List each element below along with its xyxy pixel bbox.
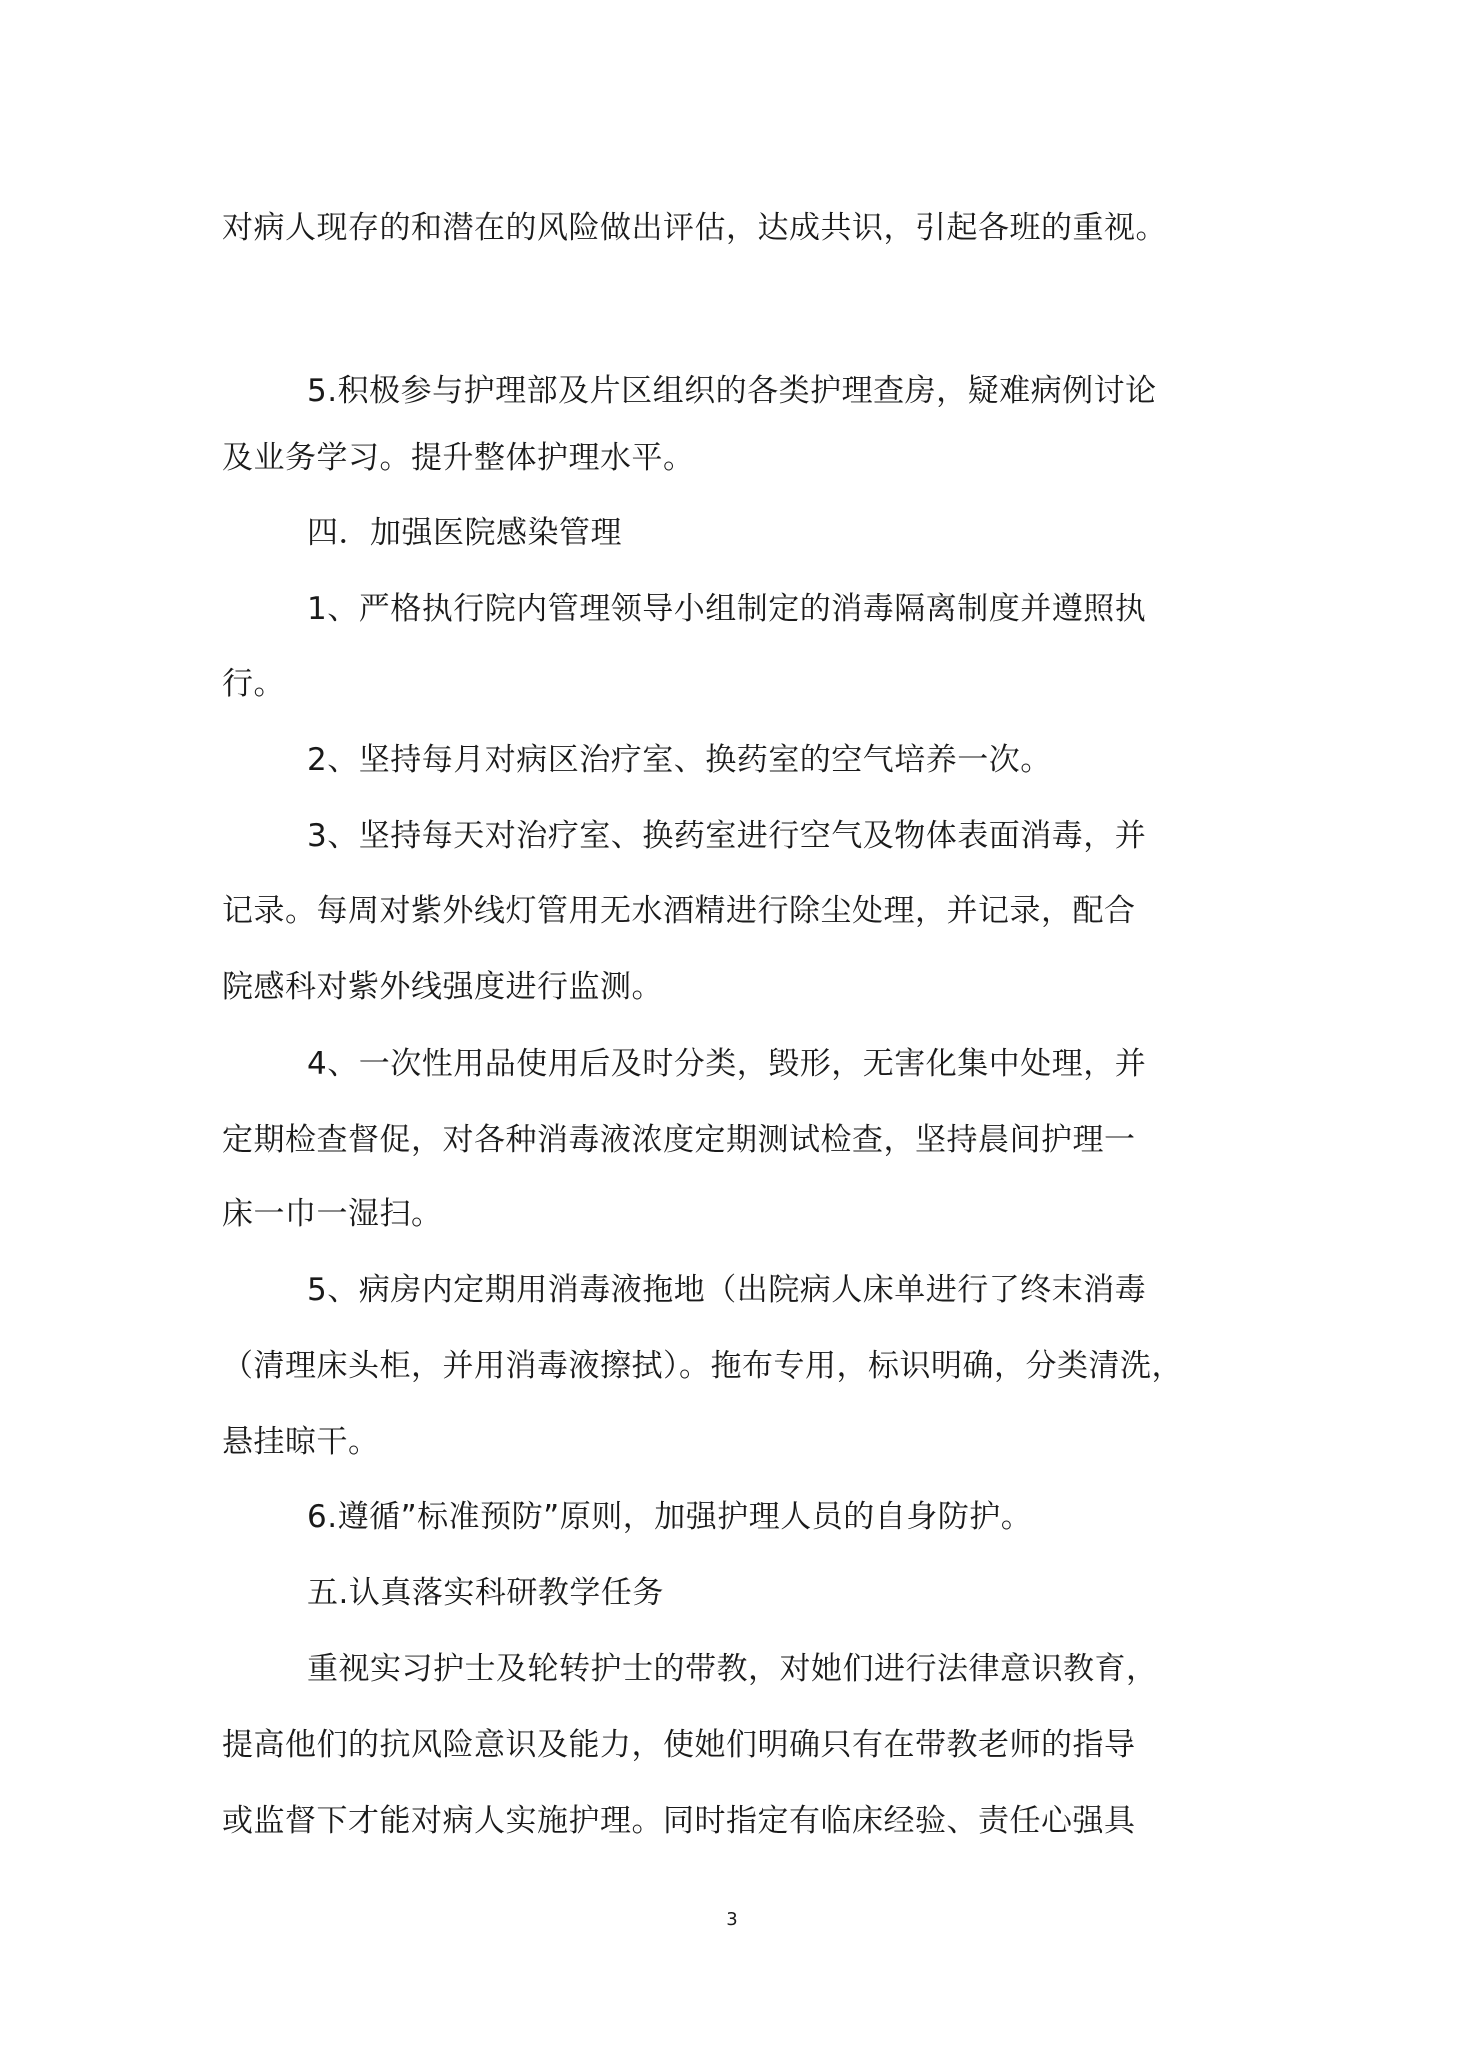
paragraph-line-19: 重视实习护士及轮转护士的带教，对她们进行法律意识教育， (307, 1651, 1158, 1687)
paragraph-line-17: 6.遵循”标准预防”原则，加强护理人员的自身防护。 (307, 1499, 1033, 1535)
section-heading-18: 五.认真落实科研教学任务 (307, 1575, 664, 1611)
paragraph-line-3: 及业务学习。提升整体护理水平。 (222, 440, 695, 476)
paragraph-line-7: 2、坚持每月对病区治疗室、换药室的空气培养一次。 (307, 742, 1052, 778)
paragraph-line-14: 5、病房内定期用消毒液拖地（出院病人床单进行了终末消毒 (307, 1272, 1147, 1308)
paragraph-line-10: 院感科对紫外线强度进行监测。 (222, 969, 663, 1005)
paragraph-line-20: 提高他们的抗风险意识及能力，使她们明确只有在带教老师的指导 (222, 1727, 1136, 1763)
paragraph-line-1: 对病人现存的和潜在的风险做出评估，达成共识，引起各班的重视。 (222, 210, 1167, 246)
paragraph-line-13: 床一巾一湿扫。 (222, 1196, 443, 1232)
paragraph-line-15: （清理床头柜，并用消毒液擦拭）。拖布专用，标识明确，分类清洗， (222, 1348, 1183, 1384)
paragraph-line-6: 行。 (222, 666, 285, 702)
paragraph-line-2: 5.积极参与护理部及片区组织的各类护理查房，疑难病例讨论 (307, 373, 1157, 409)
paragraph-line-16: 悬挂晾干。 (222, 1424, 380, 1460)
paragraph-line-8: 3、坚持每天对治疗室、换药室进行空气及物体表面消毒，并 (307, 818, 1147, 854)
paragraph-line-11: 4、一次性用品使用后及时分类，毁形，无害化集中处理，并 (307, 1046, 1147, 1082)
paragraph-line-21: 或监督下才能对病人实施护理。同时指定有临床经验、责任心强具 (222, 1803, 1136, 1839)
paragraph-line-9: 记录。每周对紫外线灯管用无水酒精进行除尘处理，并记录，配合 (222, 893, 1136, 929)
page-number: 3 (726, 1909, 738, 1930)
paragraph-line-12: 定期检查督促，对各种消毒液浓度定期测试检查，坚持晨间护理一 (222, 1122, 1136, 1158)
section-heading-4: 四．加强医院感染管理 (307, 515, 622, 551)
paragraph-line-5: 1、严格执行院内管理领导小组制定的消毒隔离制度并遵照执 (307, 591, 1147, 627)
